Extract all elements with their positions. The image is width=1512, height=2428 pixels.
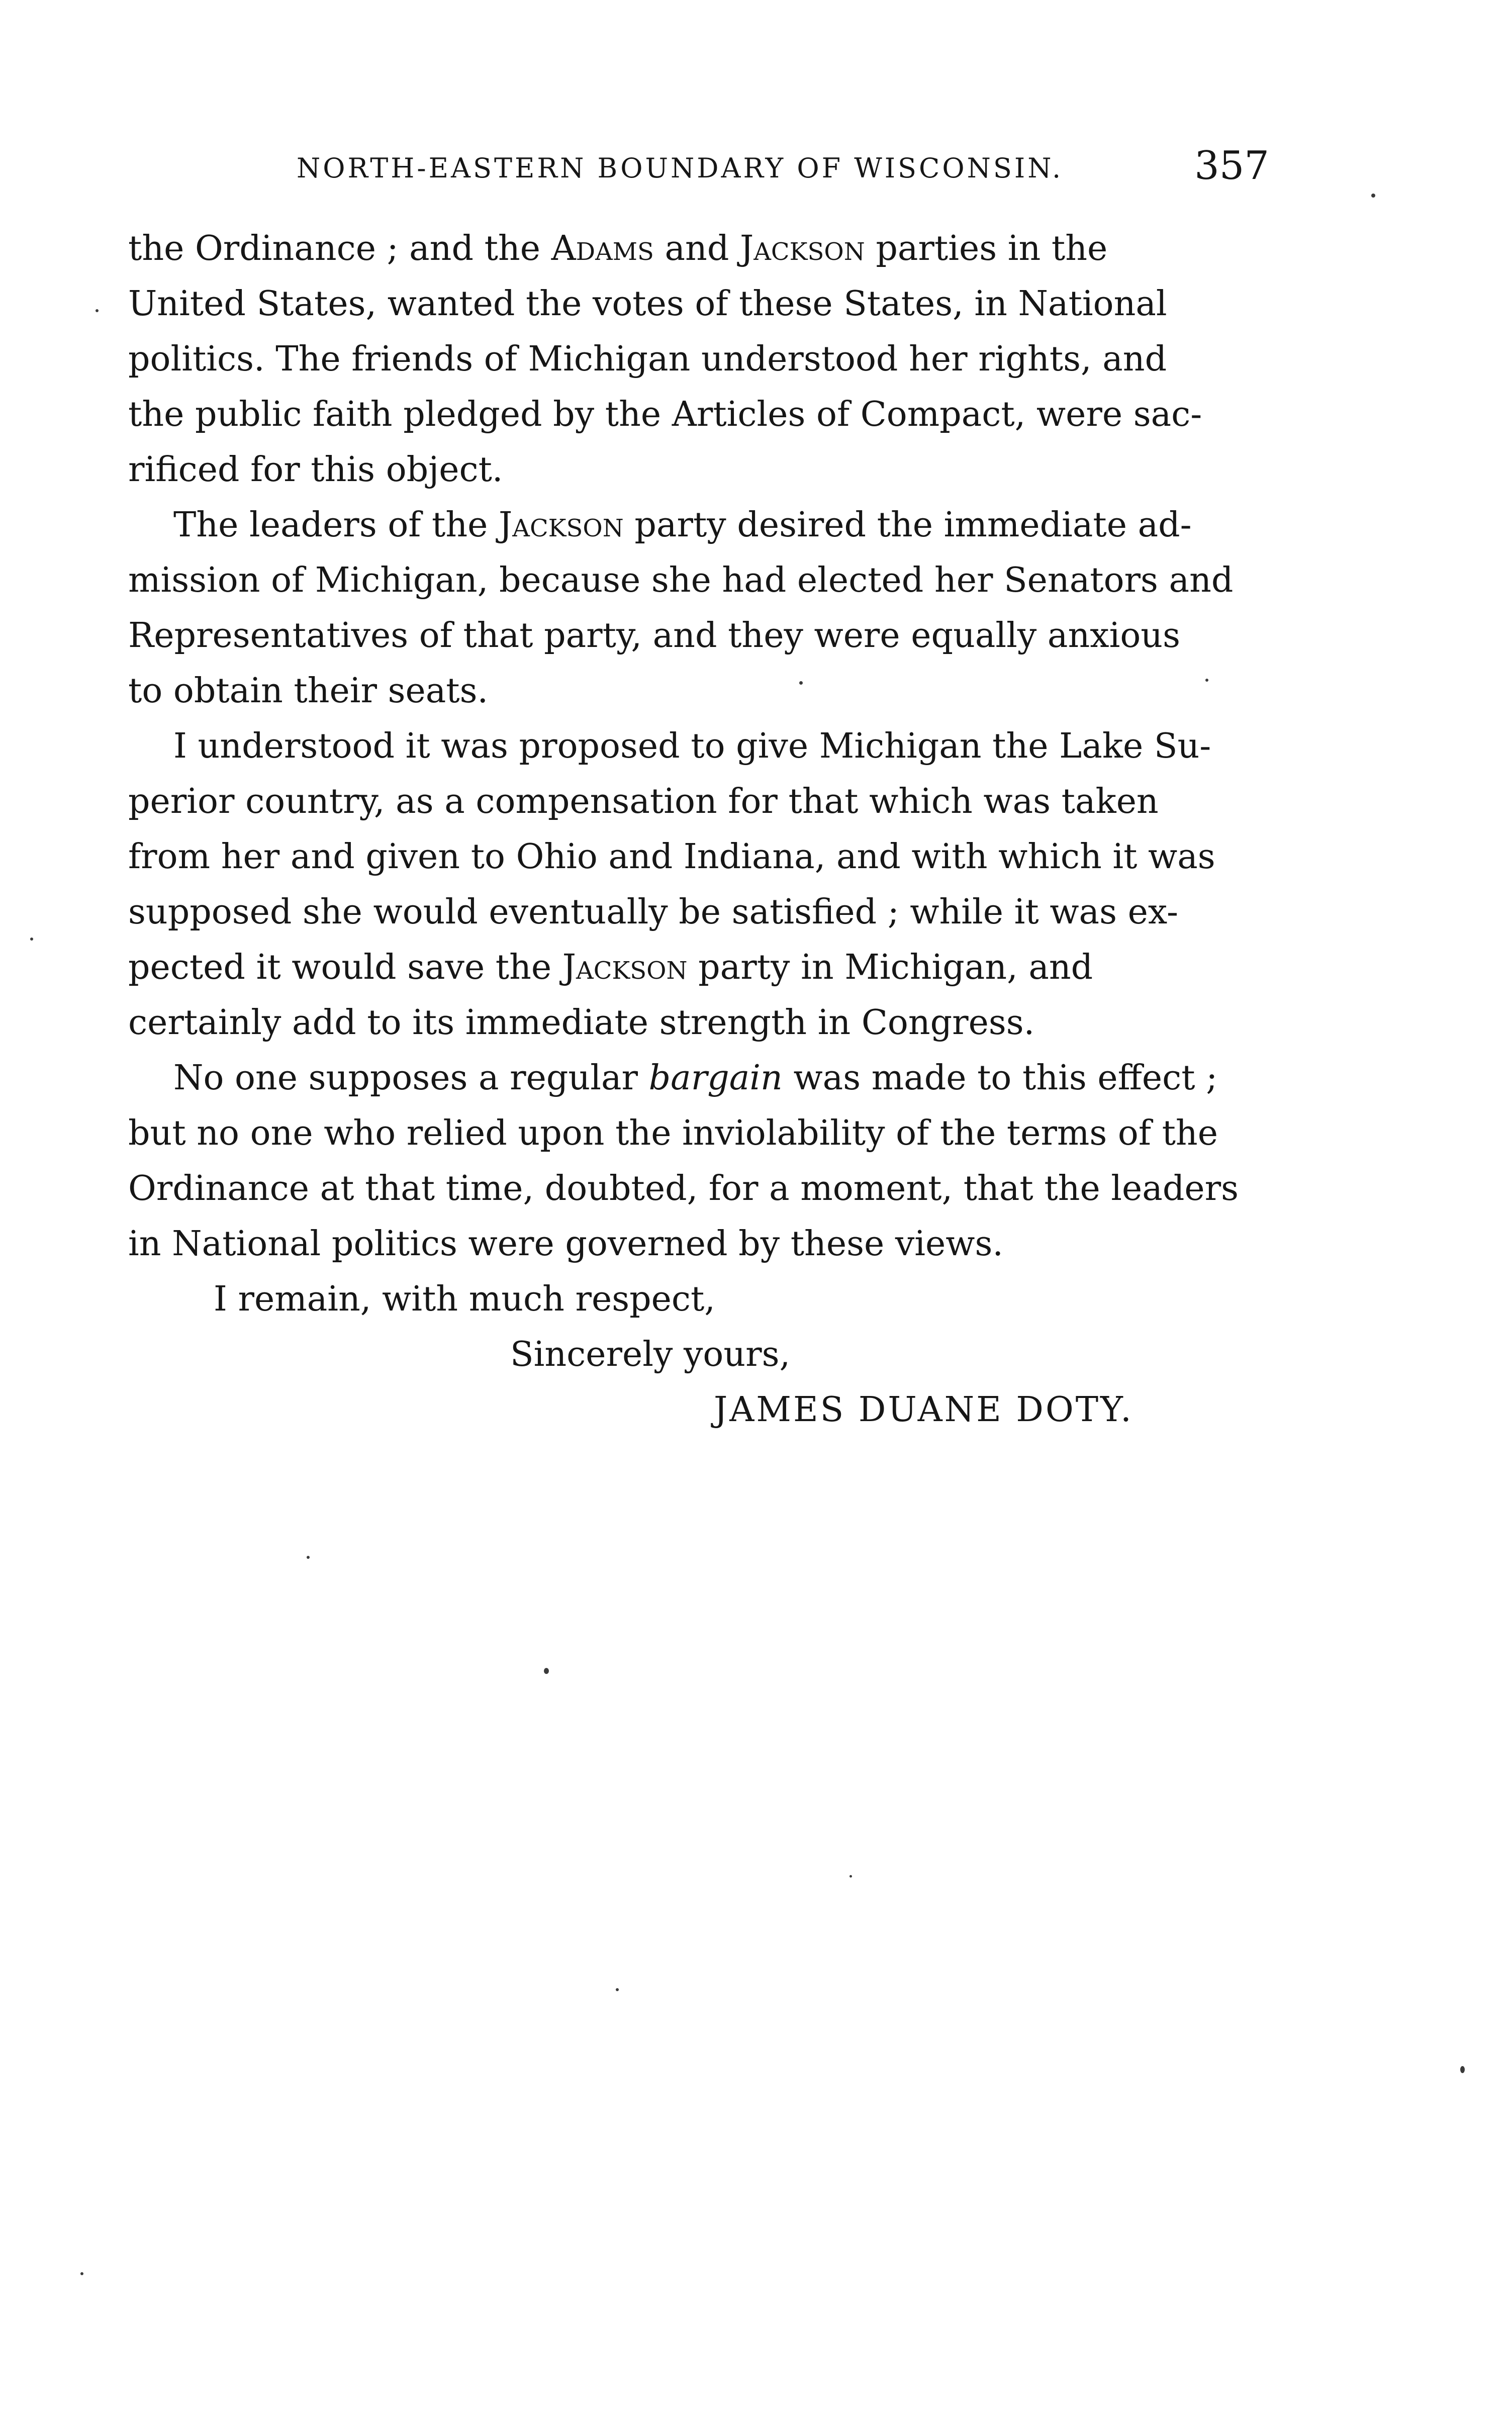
letter-closing <box>128 1272 1269 1438</box>
body-text <box>128 221 1269 1438</box>
paragraph-lake-superior <box>128 719 1269 1051</box>
text-line: Ordinance at that time, doubted, for a moment, that the leaders <box>128 1169 1239 1208</box>
print-speck <box>1460 2066 1465 2073</box>
paragraph-jackson-party <box>128 498 1269 719</box>
text-line <box>128 940 1269 995</box>
small-caps-name: Jackson <box>499 505 624 545</box>
small-caps-name: Jackson <box>739 229 865 268</box>
print-speck <box>80 2272 83 2275</box>
page-number: 357 <box>1194 143 1269 189</box>
paragraph-bargain <box>128 1051 1269 1272</box>
running-head-title: NORTH-EASTERN BOUNDARY OF WISCONSIN. <box>297 152 1064 184</box>
text-line: politics. The friends of Michigan understood her rights, and <box>128 339 1167 379</box>
text-line: perior country, as a compensation for that which was taken <box>128 782 1159 821</box>
text-line: rificed for this object. <box>128 450 503 490</box>
small-caps-name: Adams <box>551 229 654 268</box>
print-speck <box>1205 679 1208 682</box>
print-speck <box>1371 194 1375 198</box>
text-line: from her and given to Ohio and Indiana, and with which it was <box>128 837 1215 877</box>
italic-word: bargain <box>648 1058 783 1098</box>
text-run: pected it would save the <box>128 948 562 987</box>
text-line: to obtain their seats. <box>128 671 489 711</box>
text-line: but no one who relied upon the inviolability of the terms of the <box>128 1113 1218 1153</box>
text-line: certainly add to its immediate strength in Congress. <box>128 1003 1035 1043</box>
valediction: Sincerely yours, <box>510 1335 791 1374</box>
paragraph-continuation <box>128 221 1269 498</box>
text-run: party desired the immediate ad- <box>623 505 1192 545</box>
text-line: in National politics were governed by these views. <box>128 1224 1003 1264</box>
signature: JAMES DUANE DOTY. <box>714 1390 1133 1430</box>
print-speck <box>96 309 99 312</box>
print-speck <box>799 681 803 685</box>
text-run: party in Michigan, and <box>687 948 1093 987</box>
text-line: I understood it was proposed to give Michigan the Lake Su- <box>173 726 1211 766</box>
text-line: the public faith pledged by the Articles of Compact, were sac- <box>128 395 1202 434</box>
text-run: was made to this effect ; <box>782 1058 1218 1098</box>
text-line: United States, wanted the votes of these States, in National <box>128 284 1167 324</box>
text-line <box>128 1051 1269 1106</box>
text-line <box>128 498 1269 553</box>
text-line <box>128 221 1269 276</box>
print-speck <box>616 1988 619 1991</box>
running-head <box>128 143 1269 194</box>
text-line: Representatives of that party, and they were equally anxious <box>128 616 1180 656</box>
text-run: No one supposes a regular <box>173 1058 649 1098</box>
text-run: and <box>653 229 740 268</box>
text-run: the Ordinance ; and the <box>128 229 551 268</box>
text-line: supposed she would eventually be satisfied ; while it was ex- <box>128 892 1178 932</box>
text-line: mission of Michigan, because she had elected her Senators and <box>128 561 1234 600</box>
text-run: The leaders of the <box>173 505 499 545</box>
print-speck <box>849 1875 852 1878</box>
print-speck <box>307 1556 310 1559</box>
closing-line: I remain, with much respect, <box>214 1279 715 1319</box>
print-speck <box>544 1668 549 1674</box>
text-run: parties in the <box>865 229 1108 268</box>
print-speck <box>30 938 33 941</box>
small-caps-name: Jackson <box>562 948 688 987</box>
